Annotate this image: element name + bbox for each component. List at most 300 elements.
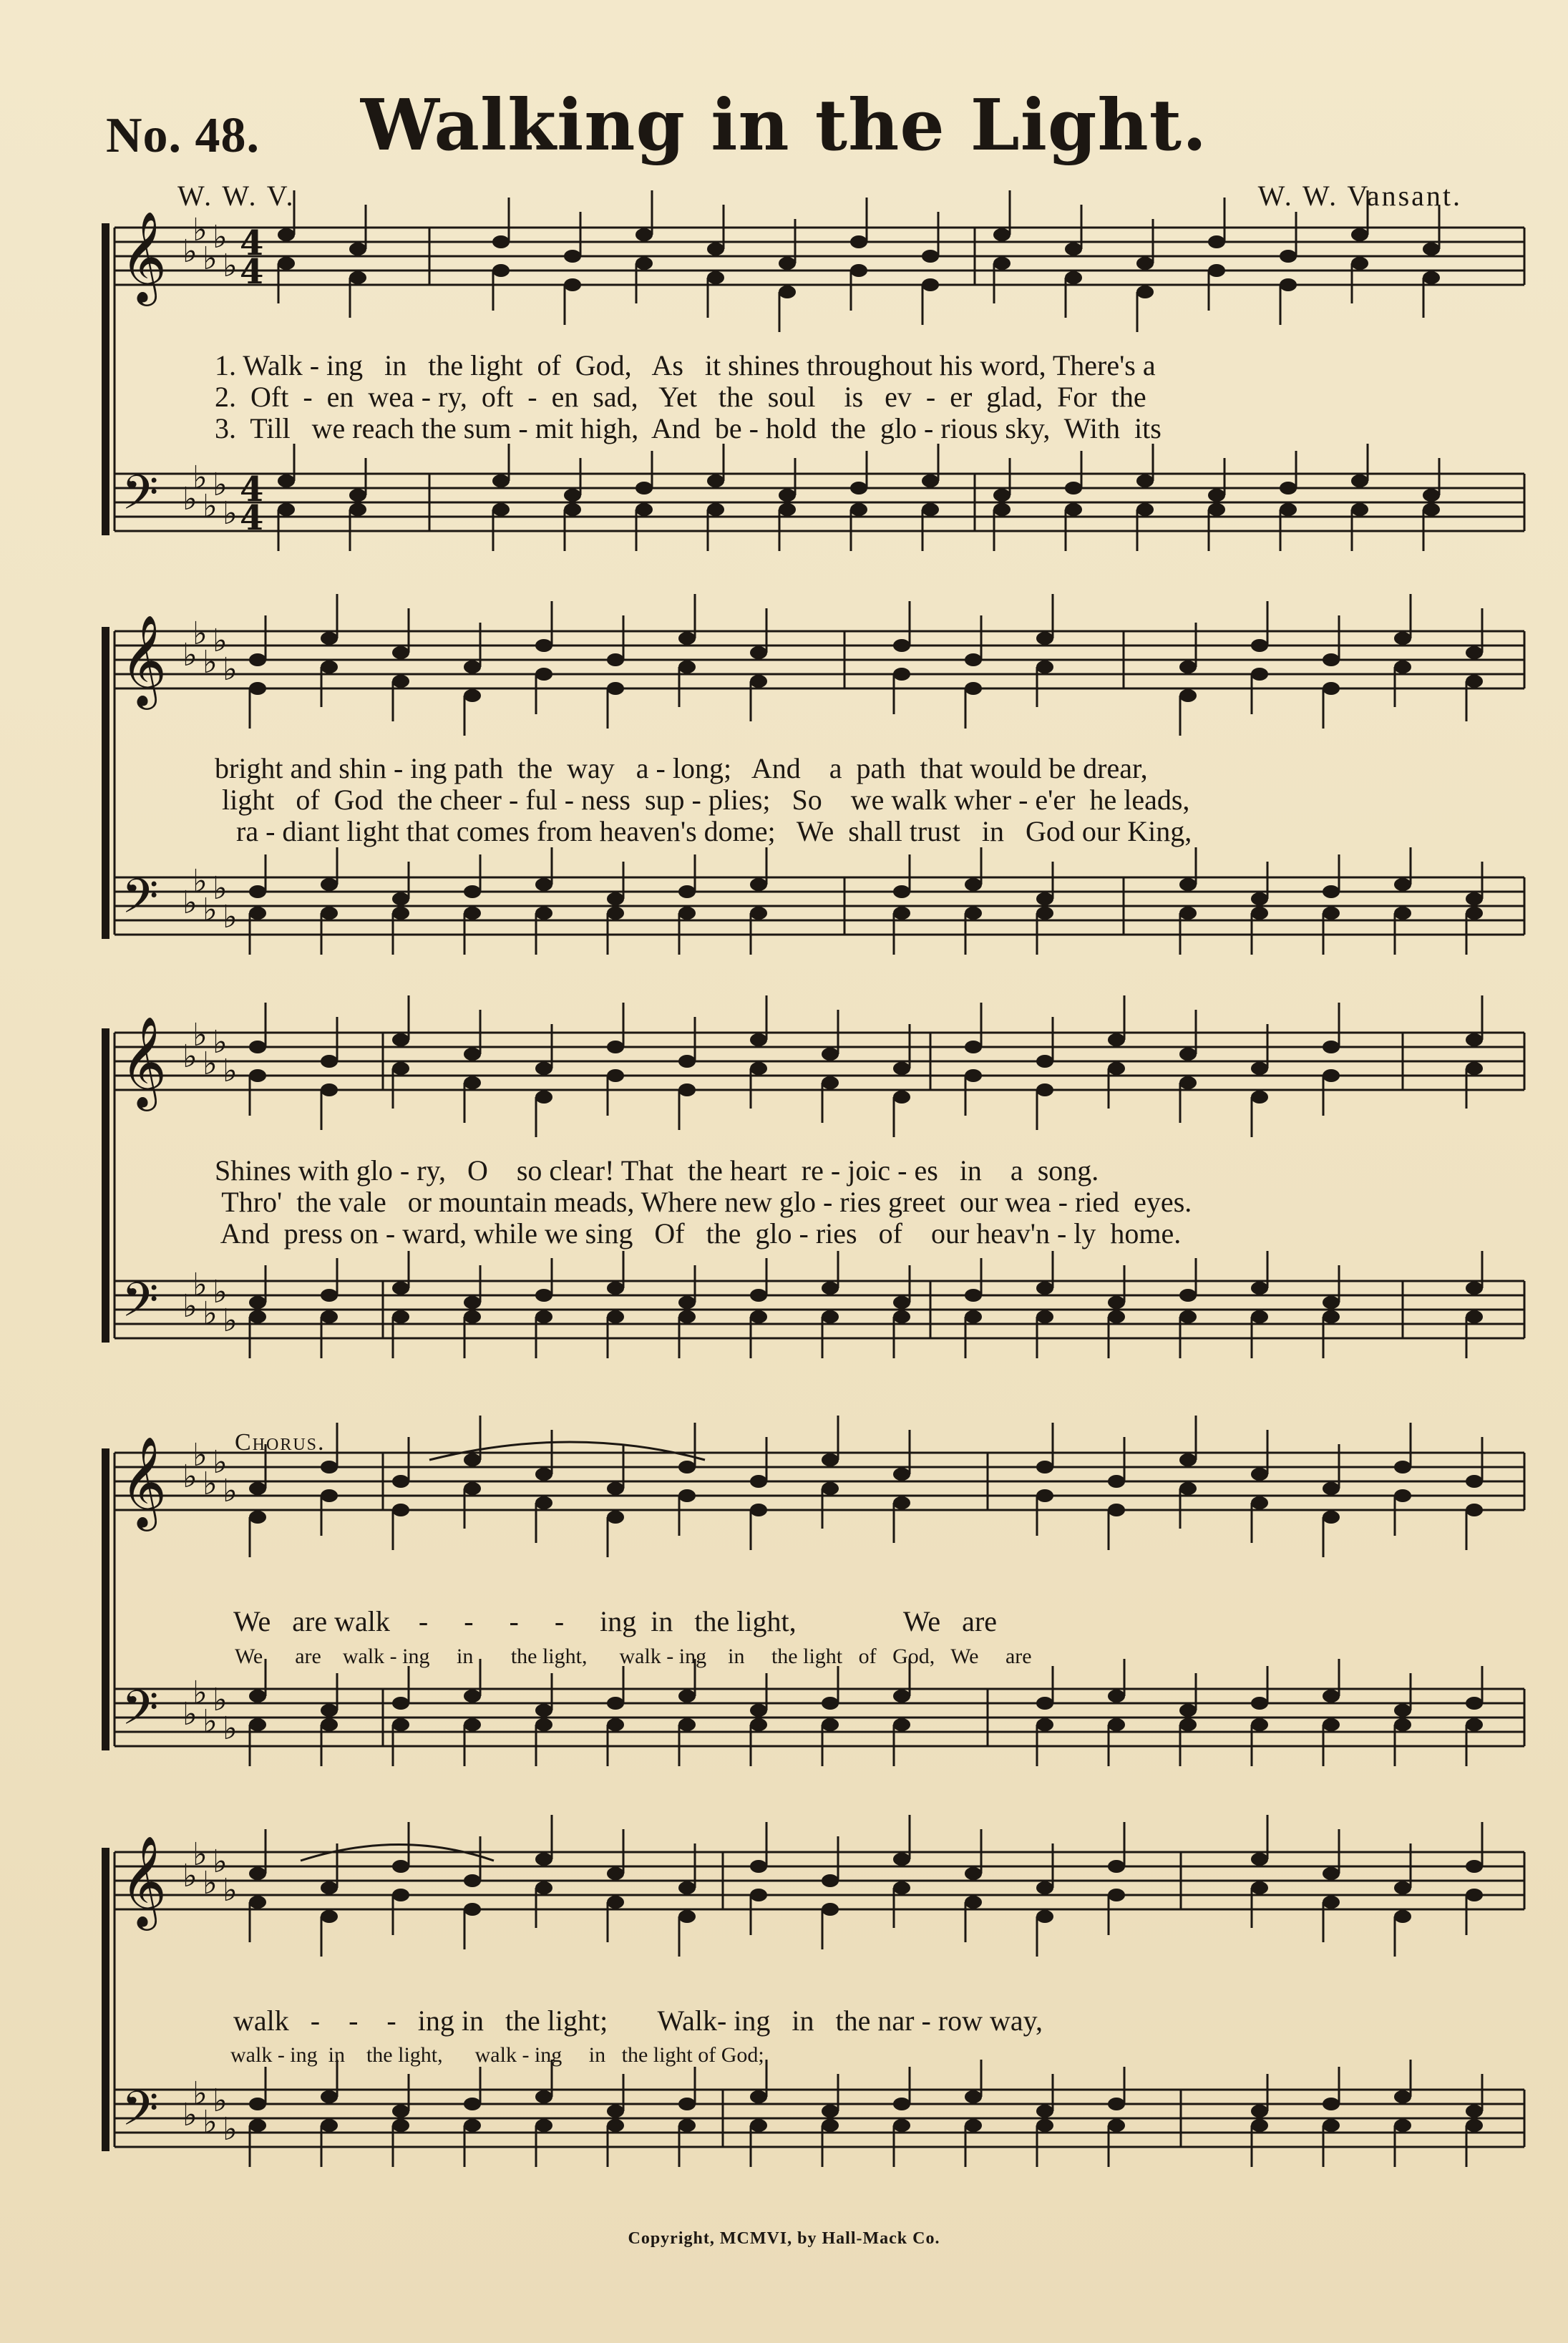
treble-clef-icon: 𝄞	[120, 210, 167, 302]
flat-icon: ♭	[193, 459, 208, 496]
treble-note-head	[1466, 675, 1483, 688]
treble-note-head	[607, 653, 624, 666]
treble-note-head	[1036, 1083, 1053, 1096]
treble-note-head	[564, 278, 581, 291]
bass-note-head	[750, 2090, 767, 2103]
flat-icon: ♭	[182, 1858, 198, 1894]
flat-icon: ♭	[203, 644, 218, 681]
flat-icon: ♭	[182, 1696, 198, 1733]
bass-clef-icon: 𝄢	[122, 1680, 159, 1747]
bass-note-head	[1394, 2090, 1411, 2103]
flat-icon: ♭	[182, 885, 198, 921]
bass-note-head	[678, 2098, 696, 2110]
flat-icon: ♭	[193, 863, 208, 900]
bass-note-head	[1323, 885, 1340, 898]
treble-note-head	[278, 257, 295, 270]
treble-note-head	[850, 235, 867, 248]
bass-note-head	[464, 907, 481, 920]
bass-note-head	[1394, 1718, 1411, 1731]
treble-note-head	[893, 668, 910, 681]
bass-note-head	[1280, 482, 1297, 495]
flat-icon: ♭	[223, 1473, 238, 1509]
treble-note-head	[1208, 264, 1225, 277]
flat-icon: ♭	[203, 1295, 218, 1332]
chorus-line-2: walk - - - ing in the light; Walk- ing in the nar - row way,	[233, 2005, 1043, 2037]
flat-icon: ♭	[223, 1302, 238, 1339]
treble-note-head	[1108, 1475, 1125, 1488]
treble-note-head	[965, 1069, 982, 1082]
bass-note-head	[750, 1718, 767, 1731]
treble-note-head	[464, 689, 481, 702]
bass-note-head	[1323, 2098, 1340, 2110]
bass-note-head	[249, 1690, 266, 1703]
treble-note-head	[492, 235, 510, 248]
treble-note-head	[1394, 632, 1411, 645]
flat-icon: ♭	[223, 1053, 238, 1089]
bass-note-head	[535, 878, 552, 891]
bass-note-head	[1251, 2105, 1268, 2118]
treble-note-head	[678, 632, 696, 645]
treble-note-head	[1179, 1076, 1197, 1089]
bass-note-head	[278, 503, 295, 516]
bass-note-head	[1251, 907, 1268, 920]
treble-note-head	[1251, 1468, 1268, 1481]
treble-note-head	[678, 661, 696, 673]
bass-note-head	[1108, 1296, 1125, 1309]
treble-note-head	[1466, 1860, 1483, 1873]
bass-note-head	[965, 2119, 982, 2132]
treble-note-head	[535, 1091, 552, 1104]
treble-note-head	[1280, 250, 1297, 263]
treble-note-head	[822, 1453, 839, 1466]
flat-icon: ♭	[193, 1675, 208, 1711]
treble-note-head	[464, 1453, 481, 1466]
treble-note-head	[750, 1475, 767, 1488]
treble-note-head	[392, 1475, 409, 1488]
bass-note-head	[678, 885, 696, 898]
treble-note-head	[922, 278, 939, 291]
treble-note-head	[607, 1511, 624, 1524]
bass-note-head	[893, 885, 910, 898]
bass-note-head	[535, 1289, 552, 1302]
bass-note-head	[392, 1310, 409, 1323]
bass-note-head	[893, 1310, 910, 1323]
bass-clef-icon: 𝄢	[122, 2081, 159, 2148]
bass-note-head	[607, 892, 624, 905]
flat-icon: ♭	[213, 623, 228, 659]
bass-note-head	[678, 1718, 696, 1731]
treble-note-head	[1466, 1475, 1483, 1488]
time-signature: 4	[240, 469, 264, 510]
treble-note-head	[392, 1889, 409, 1901]
treble-note-head	[535, 1881, 552, 1894]
bass-note-head	[392, 2119, 409, 2132]
bass-note-head	[1466, 892, 1483, 905]
treble-note-head	[392, 1860, 409, 1873]
bass-note-head	[464, 1296, 481, 1309]
treble-note-head	[607, 1041, 624, 1053]
treble-note-head	[249, 1482, 266, 1495]
treble-note-head	[349, 243, 366, 255]
bass-note-head	[607, 1718, 624, 1731]
bass-note-head	[1036, 892, 1053, 905]
bass-clef-icon: 𝄢	[122, 465, 159, 532]
bass-note-head	[822, 1718, 839, 1731]
flat-icon: ♭	[223, 651, 238, 688]
bass-note-head	[678, 1296, 696, 1309]
treble-note-head	[893, 1091, 910, 1104]
bass-note-head	[535, 907, 552, 920]
bass-note-head	[1394, 878, 1411, 891]
flat-icon: ♭	[213, 1682, 228, 1718]
bass-note-head	[1036, 2105, 1053, 2118]
treble-note-head	[822, 1874, 839, 1887]
treble-note-head	[1251, 639, 1268, 652]
treble-note-head	[893, 1062, 910, 1075]
flat-icon: ♭	[182, 1288, 198, 1325]
bass-note-head	[1466, 907, 1483, 920]
bass-note-head	[965, 1310, 982, 1323]
bass-note-head	[993, 503, 1011, 516]
treble-note-head	[1065, 243, 1082, 255]
bass-note-head	[278, 474, 295, 487]
bass-note-head	[965, 878, 982, 891]
treble-clef-icon: 𝄞	[120, 1015, 167, 1107]
bass-note-head	[1251, 892, 1268, 905]
bass-note-head	[1394, 2119, 1411, 2132]
bass-note-head	[822, 1310, 839, 1323]
composer-credit: W. W. Vansant.	[1257, 180, 1462, 212]
treble-note-head	[1323, 682, 1340, 695]
treble-note-head	[464, 1076, 481, 1089]
flat-icon: ♭	[223, 495, 238, 532]
flat-icon: ♭	[213, 870, 228, 907]
flat-icon: ♭	[203, 488, 218, 525]
bass-note-head	[1036, 907, 1053, 920]
treble-note-head	[965, 1041, 982, 1053]
chorus-line-1: We are walk - - - - ing in the light, We are	[233, 1605, 998, 1637]
flat-icon: ♭	[193, 1437, 208, 1473]
bass-note-head	[564, 489, 581, 502]
treble-note-head	[1108, 1860, 1125, 1873]
bass-note-head	[1323, 907, 1340, 920]
bass-note-head	[1108, 1718, 1125, 1731]
flat-icon: ♭	[193, 615, 208, 652]
treble-note-head	[1466, 646, 1483, 659]
chorus-echo-line-1: We are walk - ing in the light, walk - ing in the light of God, We are	[235, 1645, 1032, 1668]
bass-note-head	[1323, 1718, 1340, 1731]
treble-clef-icon: 𝄞	[120, 1835, 167, 1926]
bass-note-head	[965, 1289, 982, 1302]
treble-note-head	[1466, 1033, 1483, 1046]
treble-note-head	[535, 639, 552, 652]
bass-note-head	[893, 1690, 910, 1703]
chorus-echo-line-2: walk - ing in the light, walk - ing in the light of God;	[230, 2043, 764, 2067]
treble-note-head	[678, 1881, 696, 1894]
flat-icon: ♭	[182, 481, 198, 517]
treble-note-head	[535, 1496, 552, 1509]
treble-note-head	[1036, 1461, 1053, 1473]
bass-note-head	[1251, 2119, 1268, 2132]
bass-note-head	[535, 1310, 552, 1323]
bass-note-head	[1251, 1282, 1268, 1295]
treble-note-head	[822, 1482, 839, 1495]
bass-note-head	[750, 1289, 767, 1302]
bass-note-head	[249, 885, 266, 898]
treble-note-head	[1423, 271, 1440, 284]
bass-note-head	[249, 2098, 266, 2110]
treble-note-head	[392, 675, 409, 688]
bass-note-head	[965, 907, 982, 920]
treble-note-head	[535, 668, 552, 681]
bass-note-head	[1179, 1289, 1197, 1302]
treble-note-head	[965, 682, 982, 695]
treble-note-head	[392, 1504, 409, 1516]
treble-note-head	[1323, 1511, 1340, 1524]
bass-note-head	[492, 474, 510, 487]
treble-note-head	[321, 632, 338, 645]
treble-note-head	[249, 1896, 266, 1909]
treble-note-head	[750, 1860, 767, 1873]
treble-note-head	[750, 675, 767, 688]
bass-note-head	[1323, 2119, 1340, 2132]
bass-note-head	[750, 1310, 767, 1323]
treble-note-head	[1036, 632, 1053, 645]
treble-note-head	[1108, 1033, 1125, 1046]
bass-note-head	[1351, 503, 1368, 516]
treble-note-head	[249, 1041, 266, 1053]
verse-1-line-2: bright and shin - ing path the way a - long; And a path that would be drear,	[215, 752, 1148, 784]
treble-note-head	[464, 1903, 481, 1916]
flat-icon: ♭	[213, 467, 228, 503]
treble-note-head	[1323, 653, 1340, 666]
treble-note-head	[321, 1910, 338, 1923]
bass-note-head	[1179, 1718, 1197, 1731]
treble-note-head	[750, 646, 767, 659]
system-bracket	[102, 627, 109, 939]
treble-note-head	[1036, 1489, 1053, 1502]
treble-note-head	[1466, 1504, 1483, 1516]
treble-note-head	[750, 1504, 767, 1516]
treble-note-head	[850, 264, 867, 277]
bass-note-head	[464, 1310, 481, 1323]
treble-note-head	[1136, 257, 1154, 270]
bass-note-head	[1208, 489, 1225, 502]
treble-note-head	[1466, 1889, 1483, 1901]
flat-icon: ♭	[182, 2097, 198, 2133]
treble-note-head	[893, 1468, 910, 1481]
treble-note-head	[922, 250, 939, 263]
bass-note-head	[464, 1718, 481, 1731]
bass-note-head	[750, 878, 767, 891]
treble-note-head	[750, 1033, 767, 1046]
bass-note-head	[1179, 907, 1197, 920]
treble-note-head	[965, 1867, 982, 1880]
treble-note-head	[464, 1482, 481, 1495]
treble-note-head	[1036, 1881, 1053, 1894]
bass-note-head	[564, 503, 581, 516]
bass-note-head	[535, 2090, 552, 2103]
treble-note-head	[1394, 1489, 1411, 1502]
bass-note-head	[607, 2119, 624, 2132]
bass-note-head	[1323, 1690, 1340, 1703]
bass-note-head	[249, 2119, 266, 2132]
bass-note-head	[321, 878, 338, 891]
chorus-label: Chorus.	[235, 1429, 326, 1456]
flat-icon: ♭	[193, 212, 208, 248]
treble-note-head	[893, 1853, 910, 1866]
bass-note-head	[321, 1718, 338, 1731]
bass-note-head	[249, 907, 266, 920]
treble-note-head	[707, 243, 724, 255]
bass-note-head	[1323, 1296, 1340, 1309]
bass-note-head	[822, 2105, 839, 2118]
bass-note-head	[707, 474, 724, 487]
bass-note-head	[678, 1690, 696, 1703]
bass-note-head	[1251, 1697, 1268, 1710]
treble-note-head	[392, 1062, 409, 1075]
bass-note-head	[922, 474, 939, 487]
hymn-title: Walking in the Light.	[360, 84, 1208, 167]
treble-note-head	[678, 1910, 696, 1923]
bass-note-head	[779, 503, 796, 516]
treble-note-head	[278, 228, 295, 241]
flat-icon: ♭	[213, 1274, 228, 1310]
bass-note-head	[1036, 1718, 1053, 1731]
flat-icon: ♭	[213, 2083, 228, 2119]
treble-note-head	[1036, 1055, 1053, 1068]
bass-note-head	[636, 482, 653, 495]
bass-note-head	[464, 2098, 481, 2110]
bass-clef-icon: 𝄢	[122, 869, 159, 935]
bass-note-head	[1108, 1690, 1125, 1703]
bass-note-head	[464, 1690, 481, 1703]
bass-note-head	[1251, 1310, 1268, 1323]
bass-note-head	[392, 1718, 409, 1731]
treble-note-head	[1394, 661, 1411, 673]
treble-note-head	[492, 264, 510, 277]
treble-note-head	[1394, 1881, 1411, 1894]
treble-note-head	[249, 1867, 266, 1880]
treble-note-head	[321, 1489, 338, 1502]
flat-icon: ♭	[223, 899, 238, 935]
treble-note-head	[392, 646, 409, 659]
treble-note-head	[1466, 1062, 1483, 1075]
treble-note-head	[1394, 1461, 1411, 1473]
treble-note-head	[636, 228, 653, 241]
bass-note-head	[607, 1697, 624, 1710]
bass-note-head	[535, 2119, 552, 2132]
treble-note-head	[607, 1069, 624, 1082]
flat-icon: ♭	[182, 1038, 198, 1075]
system-bracket	[102, 1028, 109, 1343]
flat-icon: ♭	[203, 1466, 218, 1502]
bass-note-head	[893, 907, 910, 920]
treble-note-head	[1179, 1453, 1197, 1466]
bass-note-head	[321, 1289, 338, 1302]
flat-icon: ♭	[203, 240, 218, 277]
treble-note-head	[779, 257, 796, 270]
lyricist-credit: W. W. V.	[177, 180, 296, 212]
treble-note-head	[1251, 1062, 1268, 1075]
bass-note-head	[678, 1310, 696, 1323]
treble-note-head	[1323, 1867, 1340, 1880]
bass-note-head	[922, 503, 939, 516]
treble-note-head	[607, 1482, 624, 1495]
verse-3-line-2: ra - diant light that comes from heaven's dome; We shall trust in God our King,	[215, 815, 1192, 847]
flat-icon: ♭	[213, 219, 228, 255]
flat-icon: ♭	[223, 1710, 238, 1747]
treble-note-head	[564, 250, 581, 263]
bass-note-head	[779, 489, 796, 502]
bass-note-head	[1423, 503, 1440, 516]
system-bracket	[102, 223, 109, 535]
treble-note-head	[1251, 1091, 1268, 1104]
flat-icon: ♭	[213, 1843, 228, 1880]
bass-note-head	[1423, 489, 1440, 502]
copyright-notice: Copyright, MCMVI, by Hall-Mack Co.	[628, 2229, 940, 2248]
treble-note-head	[822, 1903, 839, 1916]
treble-note-head	[779, 286, 796, 298]
bass-note-head	[1466, 2105, 1483, 2118]
bass-note-head	[492, 503, 510, 516]
bass-note-head	[1280, 503, 1297, 516]
bass-note-head	[893, 2119, 910, 2132]
verse-1-line-3: Shines with glo - ry, O so clear! That the heart re - joic - es in a song.	[215, 1154, 1099, 1187]
bass-note-head	[392, 1697, 409, 1710]
treble-clef-icon: 𝄞	[120, 1436, 167, 1527]
treble-note-head	[535, 1853, 552, 1866]
treble-note-head	[1036, 661, 1053, 673]
treble-note-head	[993, 228, 1011, 241]
bass-note-head	[392, 892, 409, 905]
bass-note-head	[893, 1718, 910, 1731]
bass-note-head	[965, 2090, 982, 2103]
bass-note-head	[249, 1296, 266, 1309]
bass-note-head	[1466, 1718, 1483, 1731]
flat-icon: ♭	[193, 2075, 208, 2112]
treble-note-head	[1136, 286, 1154, 298]
bass-note-head	[1351, 474, 1368, 487]
bass-note-head	[1466, 1697, 1483, 1710]
treble-note-head	[750, 1062, 767, 1075]
flat-icon: ♭	[182, 1458, 198, 1495]
treble-note-head	[1394, 1910, 1411, 1923]
bass-note-head	[1466, 2119, 1483, 2132]
treble-note-head	[1323, 1069, 1340, 1082]
bass-note-head	[249, 1718, 266, 1731]
bass-note-head	[993, 489, 1011, 502]
treble-note-head	[1351, 228, 1368, 241]
time-signature: 4	[240, 223, 264, 263]
bass-note-head	[321, 1704, 338, 1717]
treble-note-head	[1251, 668, 1268, 681]
bass-note-head	[607, 1310, 624, 1323]
bass-note-head	[464, 885, 481, 898]
treble-note-head	[707, 271, 724, 284]
flat-icon: ♭	[223, 248, 238, 284]
bass-note-head	[893, 2098, 910, 2110]
flat-icon: ♭	[223, 1872, 238, 1909]
bass-note-head	[750, 1704, 767, 1717]
treble-note-head	[1251, 1853, 1268, 1866]
bass-note-head	[750, 907, 767, 920]
treble-note-head	[750, 1889, 767, 1901]
treble-note-head	[607, 682, 624, 695]
bass-note-head	[349, 503, 366, 516]
treble-note-head	[321, 661, 338, 673]
bass-note-head	[850, 482, 867, 495]
